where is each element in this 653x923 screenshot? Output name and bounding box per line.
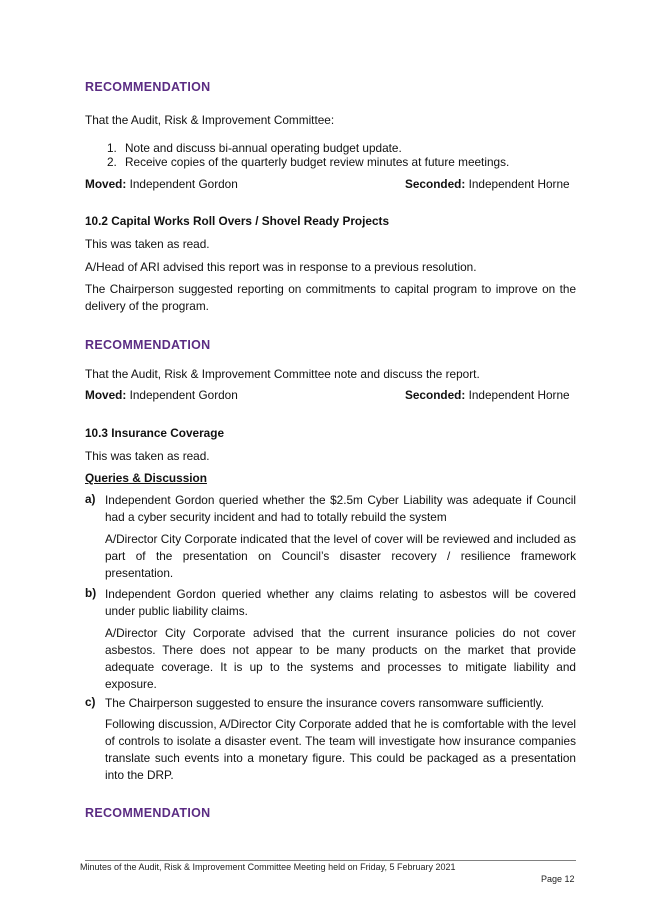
moved-label: Moved: xyxy=(85,388,127,402)
paragraph: This was taken as read. xyxy=(85,237,210,251)
paragraph: This was taken as read. xyxy=(85,449,210,463)
moved-label: Moved: xyxy=(85,177,127,191)
seconded-line xyxy=(405,176,570,193)
seconded-line xyxy=(405,387,570,404)
page-number: Page 12 xyxy=(541,874,575,884)
moved-value: Independent Gordon xyxy=(126,177,238,191)
recommendation-text: That the Audit, Risk & Improvement Committee note and discuss the report. xyxy=(85,367,480,381)
seconded-label: Seconded: xyxy=(405,388,466,402)
section-heading-10-2: 10.2 Capital Works Roll Overs / Shovel Ready Projects xyxy=(85,214,390,228)
queries-heading: Queries & Discussion xyxy=(85,471,207,485)
recommendation-heading: RECOMMENDATION xyxy=(85,806,211,820)
seconded-value: Independent Horne xyxy=(465,388,570,402)
seconded-value: Independent Horne xyxy=(465,177,570,191)
item-text: Receive copies of the quarterly budget review minutes at future meetings. xyxy=(125,155,510,169)
footer-divider xyxy=(85,860,576,861)
response-text: A/Director City Corporate indicated that the level of cover will be reviewed and included as part of the presentation on Council’s disaster recovery / resilience framework presentation. xyxy=(105,532,576,580)
response-text: Following discussion, A/Director City Corporate added that he is comfortable with the level of controls to isolate a disaster event. The team will investigate how insurance companies translate such events into a monetary figure. This could be packaged as a presentation into the DRP. xyxy=(105,717,576,782)
query-text: Independent Gordon queried whether the $2.5m Cyber Liability was adequate if Council had a cyber security incident and had to totally rebuild the system xyxy=(105,493,576,524)
paragraph: A/Head of ARI advised this report was in response to a previous resolution. xyxy=(85,260,477,274)
seconded-label: Seconded: xyxy=(405,177,466,191)
moved-line xyxy=(85,387,238,404)
response-text: A/Director City Corporate advised that the current insurance policies do not cover asbestos. There does not appear to be many products on the market that provide adequate coverage. It is up to the systems and processes to mitigate liability and exposure. xyxy=(105,626,576,691)
recommendation-heading: RECOMMENDATION xyxy=(85,338,211,352)
moved-line xyxy=(85,176,238,193)
item-letter: a) xyxy=(85,492,96,506)
item-text: Note and discuss bi-annual operating budget update. xyxy=(125,141,402,155)
query-text: The Chairperson suggested to ensure the insurance covers ransomware sufficiently. xyxy=(105,696,544,710)
item-letter: b) xyxy=(85,586,97,600)
moved-value: Independent Gordon xyxy=(126,388,238,402)
section-heading-10-3: 10.3 Insurance Coverage xyxy=(85,426,225,440)
item-number: 2. xyxy=(107,155,117,169)
footer-text: Minutes of the Audit, Risk & Improvement Committee Meeting held on Friday, 5 February 2021 xyxy=(80,862,456,872)
item-number: 1. xyxy=(107,141,117,155)
item-letter: c) xyxy=(85,695,96,709)
query-text: Independent Gordon queried whether any claims relating to asbestos will be covered under public liability claims. xyxy=(105,587,576,618)
paragraph: The Chairperson suggested reporting on commitments to capital program to improve on the delivery of the program. xyxy=(85,282,576,313)
recommendation-intro: That the Audit, Risk & Improvement Committee: xyxy=(85,113,335,127)
recommendation-heading: RECOMMENDATION xyxy=(85,80,211,94)
